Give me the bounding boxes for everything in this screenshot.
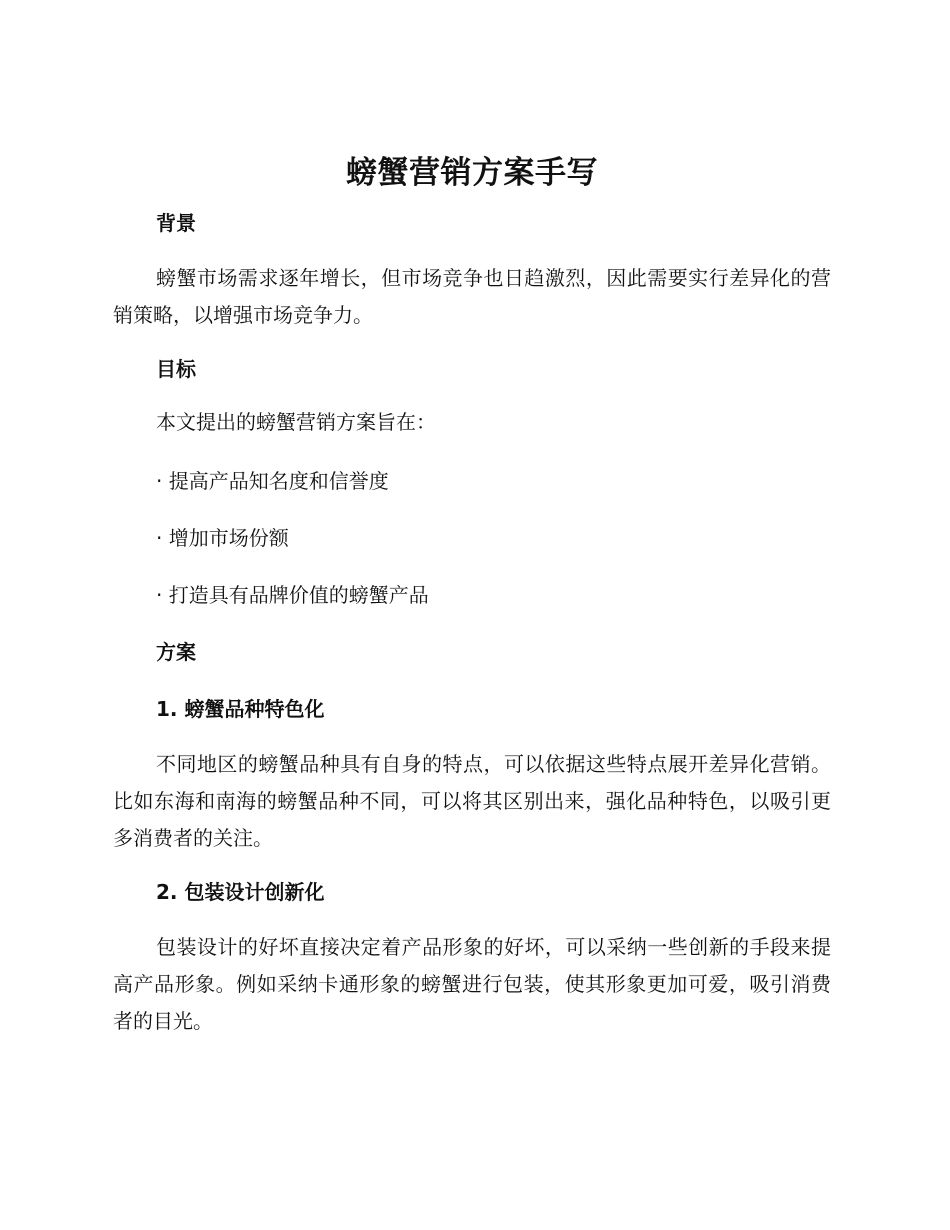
plan-item-paragraph-1: 不同地区的螃蟹品种具有自身的特点，可以依据这些特点展开差异化营销。比如东海和南海的螃蟹品种不同，可以将其区别出来，强化品种特色，以吸引更多消费者的关注。 xyxy=(113,752,831,850)
goals-intro: 本文提出的螃蟹营销方案旨在： xyxy=(156,410,436,434)
background-paragraph: 螃蟹市场需求逐年增长，但市场竞争也日趋激烈，因此需要实行差异化的营销策略，以增强市场竞争力。 xyxy=(113,266,831,327)
section-heading-goals: 目标 xyxy=(156,357,196,381)
plan-item-paragraph-2: 包装设计的好坏直接决定着产品形象的好坏，可以采纳一些创新的手段来提高产品形象。例如采纳卡通形象的螃蟹进行包装，使其形象更加可爱，吸引消费者的目光。 xyxy=(113,935,831,1033)
goal-bullet: · 提高产品知名度和信誉度 xyxy=(156,469,389,493)
section-heading-background: 背景 xyxy=(156,211,196,235)
document-title: 螃蟹营销方案手写 xyxy=(346,155,598,191)
plan-item-heading-1: 1. 螃蟹品种特色化 xyxy=(156,697,325,721)
document-page xyxy=(113,150,831,1040)
plan-item-heading-2: 2. 包装设计创新化 xyxy=(156,880,325,904)
goal-bullet: · 增加市场份额 xyxy=(156,526,289,550)
section-heading-plan: 方案 xyxy=(156,640,196,664)
goal-bullet: · 打造具有品牌价值的螃蟹产品 xyxy=(156,583,429,607)
